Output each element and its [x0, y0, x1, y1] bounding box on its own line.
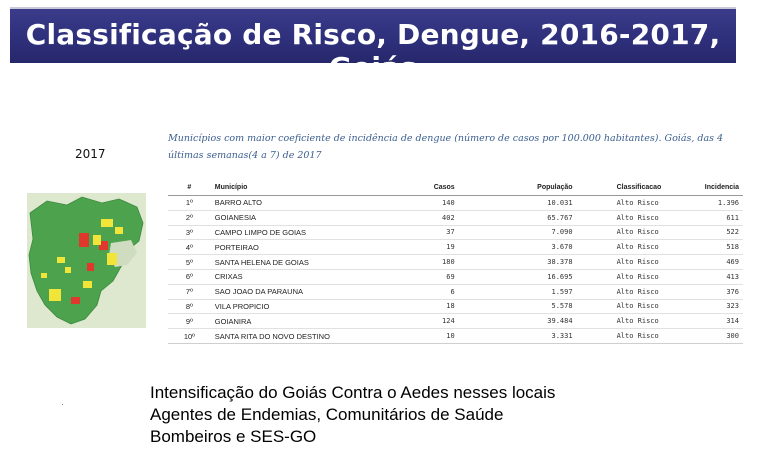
header-casos: Casos: [373, 179, 458, 196]
cell-incidencia: 1.396: [701, 196, 743, 211]
cell-classificacao: Alto Risco: [577, 210, 701, 225]
cell-classificacao: Alto Risco: [577, 314, 701, 329]
table-row: [168, 225, 743, 240]
cell-casos: 18: [373, 299, 458, 314]
cell-classificacao: Alto Risco: [577, 196, 701, 211]
cell-incidencia: 413: [701, 269, 743, 284]
cell-rank: 6º: [168, 269, 211, 284]
risk-yellow-3: [107, 253, 117, 265]
stray-dot: [62, 404, 63, 405]
risk-yellow-4: [57, 257, 65, 263]
cell-municipio: PORTEIRAO: [211, 240, 374, 255]
cell-populacao: 5.578: [459, 299, 577, 314]
cell-classificacao: Alto Risco: [577, 255, 701, 270]
cell-casos: 140: [373, 196, 458, 211]
table-row: [168, 329, 743, 344]
cell-municipio: GOIANESIA: [211, 210, 374, 225]
cell-incidencia: 469: [701, 255, 743, 270]
cell-populacao: 16.695: [459, 269, 577, 284]
risk-table: [168, 179, 743, 344]
cell-classificacao: Alto Risco: [577, 329, 701, 344]
cell-incidencia: 300: [701, 329, 743, 344]
cell-rank: 7º: [168, 284, 211, 299]
table-row: [168, 255, 743, 270]
cell-rank: 8º: [168, 299, 211, 314]
risk-red-3: [87, 263, 94, 271]
cell-casos: 19: [373, 240, 458, 255]
table-caption: Municípios com maior coeficiente de incidência de dengue (número de casos por 100.000 habitantes). Goiás, das 4 últimas semanas(4 a 7) de 2017: [168, 133, 724, 161]
cell-populacao: 7.090: [459, 225, 577, 240]
cell-casos: 124: [373, 314, 458, 329]
table-row: [168, 299, 743, 314]
cell-populacao: 39.484: [459, 314, 577, 329]
header-municipio: Município: [211, 179, 374, 196]
goias-risk-map-icon: [27, 193, 146, 328]
table-row: [168, 196, 743, 211]
cell-incidencia: 611: [701, 210, 743, 225]
cell-casos: 69: [373, 269, 458, 284]
cell-casos: 402: [373, 210, 458, 225]
cell-rank: 9º: [168, 314, 211, 329]
cell-populacao: 3.670: [459, 240, 577, 255]
cell-incidencia: 323: [701, 299, 743, 314]
cell-municipio: CAMPO LIMPO DE GOIAS: [211, 225, 374, 240]
cell-populacao: 3.331: [459, 329, 577, 344]
action-note-line: Bombeiros e SES-GO: [150, 427, 317, 446]
page-title: Classificação de Risco, Dengue, 2016-2017, Goiás: [25, 18, 721, 84]
cell-municipio: GOIANIRA: [211, 314, 374, 329]
cell-casos: 6: [373, 284, 458, 299]
cell-casos: 37: [373, 225, 458, 240]
risk-yellow-7: [65, 267, 71, 273]
action-note-line: Agentes de Endemias, Comunitários de Saúde: [150, 405, 504, 424]
header-classificacao: Classificacao: [577, 179, 701, 196]
cell-municipio: SANTA RITA DO NOVO DESTINO: [211, 329, 374, 344]
cell-municipio: SANTA HELENA DE GOIAS: [211, 255, 374, 270]
header-incidencia: Incidencia: [701, 179, 743, 196]
risk-red-4: [71, 297, 80, 304]
cell-rank: 2º: [168, 210, 211, 225]
header-rank: #: [168, 179, 211, 196]
cell-classificacao: Alto Risco: [577, 284, 701, 299]
cell-rank: 10º: [168, 329, 211, 344]
cell-rank: 4º: [168, 240, 211, 255]
cell-municipio: VILA PROPICIO: [211, 299, 374, 314]
cell-classificacao: Alto Risco: [577, 299, 701, 314]
table-row: [168, 269, 743, 284]
table-header-row: [168, 179, 743, 196]
cell-incidencia: 314: [701, 314, 743, 329]
cell-casos: 180: [373, 255, 458, 270]
risk-yellow-6: [83, 281, 92, 288]
cell-rank: 1º: [168, 196, 211, 211]
title-banner: [10, 7, 736, 84]
risk-yellow-9: [115, 227, 123, 234]
table-row: [168, 210, 743, 225]
cell-rank: 5º: [168, 255, 211, 270]
cell-casos: 10: [373, 329, 458, 344]
risk-yellow-1: [93, 235, 101, 245]
cell-classificacao: Alto Risco: [577, 269, 701, 284]
cell-populacao: 1.597: [459, 284, 577, 299]
action-note-line: Intensificação do Goiás Contra o Aedes nesses locais: [150, 383, 556, 402]
cell-municipio: SAO JOAO DA PARAUNA: [211, 284, 374, 299]
cell-municipio: CRIXAS: [211, 269, 374, 284]
cell-incidencia: 376: [701, 284, 743, 299]
year-label: 2017: [75, 147, 106, 161]
action-notes: [150, 382, 555, 448]
cell-incidencia: 518: [701, 240, 743, 255]
table-row: [168, 240, 743, 255]
cell-populacao: 38.378: [459, 255, 577, 270]
cell-incidencia: 522: [701, 225, 743, 240]
risk-yellow-2: [101, 219, 113, 227]
header-populacao: População: [459, 179, 577, 196]
table-row: [168, 314, 743, 329]
cell-populacao: 65.767: [459, 210, 577, 225]
risk-yellow-5: [49, 289, 61, 301]
cell-rank: 3º: [168, 225, 211, 240]
cell-classificacao: Alto Risco: [577, 240, 701, 255]
risk-red-1: [79, 233, 89, 247]
goias-risk-map: [27, 193, 146, 328]
cell-populacao: 10.031: [459, 196, 577, 211]
cell-municipio: BARRO ALTO: [211, 196, 374, 211]
table-row: [168, 284, 743, 299]
risk-yellow-8: [41, 273, 47, 278]
cell-classificacao: Alto Risco: [577, 225, 701, 240]
